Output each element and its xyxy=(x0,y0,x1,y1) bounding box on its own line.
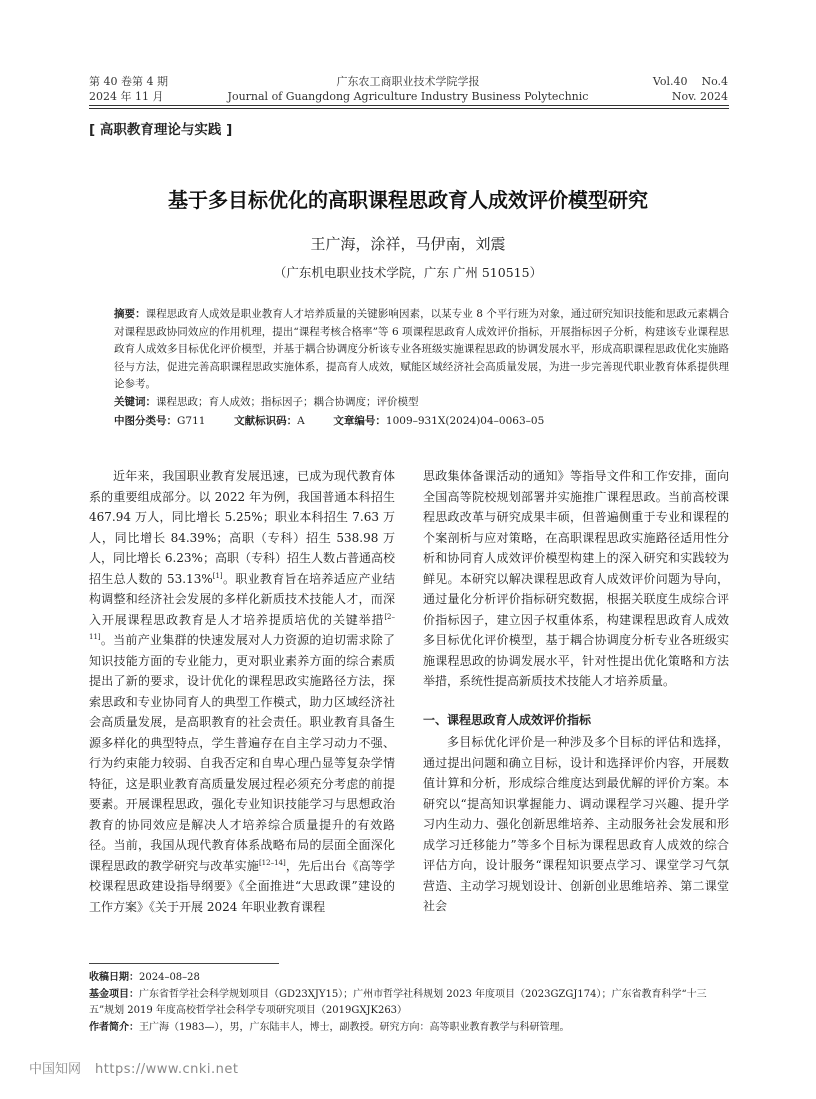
intro-continued: 思政集体备课活动的通知》等指导文件和工作安排，面向全国高等院校规划部署并实施推广课程思政。当前高校课程思政改革与研究成果丰硕，但普遍侧重于专业和课程的个案剖析与应对策略，在高职课程思政实施路径适用性分析和协同育人成效评价模型构建上的深入研究和实践较为鲜见。本研究以解决课程思政育人成效评价问题为导向，通过量化分析评价指标研究数据，根据关联度生成综合评价指标因子，建立因子权重体系，构建课程思政育人成效多目标优化评价模型，基于耦合协调度分析专业各班级实施课程思政的协调发展水平，针对性提出优化策略和方法举措，系统性提高新质技术技能人才培养质量。 xyxy=(423,469,729,688)
received-date xyxy=(89,970,729,986)
footnote-rule xyxy=(89,963,279,964)
clc-label: 中图分类号： xyxy=(114,415,177,427)
article-no-label: 文章编号： xyxy=(333,415,386,427)
journal-vol-en xyxy=(653,74,728,104)
section-heading: 一、课程思政育人成效评价指标 xyxy=(423,712,592,727)
journal-name-en: Journal of Guangdong Agriculture Industry Business Polytechnic xyxy=(227,90,589,103)
abstract-label: 摘要： xyxy=(114,308,146,320)
author-bio-label: 作者简介： xyxy=(89,1022,139,1033)
abstract-text: 课程思政育人成效是职业教育人才培养质量的关键影响因素，以某专业 8 个平行班为对象，通过研究知识技能和思政元素耦合对课程思政协同效应的作用机理，提出“课程考核合格率”等 6 项课程思政育人成效评价指标，开展指标因子分析，构建该专业课程思政育人成效多目标优化评价模型，并基于耦合协调度分析该专业各班级实施课程思政的协调发展水平，形成高职课程思政优化实施路径与方法，促进完善高职课程思政实施体系，提高育人成效，赋能区域经济社会高质量发展，为进一步完善现代职业教育体系提供理论参考。 xyxy=(114,308,730,390)
author-bio xyxy=(89,1020,729,1036)
body-column-right xyxy=(423,466,729,917)
citation-ref: [2–11] xyxy=(89,612,395,641)
cnki-watermark xyxy=(29,1058,238,1077)
issue-date: 2024 年 11 月 xyxy=(89,90,164,103)
classification-line xyxy=(114,413,729,430)
fund-info xyxy=(89,987,729,1019)
header-rule-top xyxy=(89,105,729,106)
author-list: 王广海，涂祥，马伊南，刘震 xyxy=(310,235,506,253)
abstract xyxy=(114,306,729,394)
intro-text-a: 近年来，我国职业教育发展迅速，已成为现代教育体系的重要组成部分。以 2022 年为例，我国普通本科招生 467.94 万人，同比增长 5.25%；职业本科招生 7.63 万人，同比增长 84.39%；高职（专科）招生 538.98 万人，同比增长 6.23%；高职（专科）招生人数占普通高校招生总人数的 53.13% xyxy=(89,469,395,586)
intro-text-d: ，先后出台《高等学校课程思政建设指导纲要》《全面推进“大思政课”建设的工作方案》《关于开展 2024 年职业教育课程 xyxy=(89,858,395,914)
intro-paragraph xyxy=(89,466,395,917)
affiliation: （广东机电职业技术学院，广东 广州 510515） xyxy=(273,265,543,280)
citation-ref: [1] xyxy=(212,571,223,580)
date-en: Nov. 2024 xyxy=(671,90,728,103)
paper-title: 基于多目标优化的高职课程思政育人成效评价模型研究 xyxy=(168,188,648,212)
doc-code-value: A xyxy=(297,415,305,427)
doc-code-label: 文献标识码： xyxy=(234,415,298,427)
journal-name-cn: 广东农工商职业技术学院学报 xyxy=(336,75,480,88)
keywords-label: 关键词： xyxy=(114,396,156,408)
citation-ref: [12–14] xyxy=(258,858,286,867)
keywords-text: 课程思政；育人成效；指标因子；耦合协调度；评价模型 xyxy=(156,396,419,408)
body-column-left xyxy=(89,466,395,917)
watermark-brand: 中国知网 xyxy=(29,1062,82,1077)
fund-value: 广东省哲学社会科学规划项目（GD23XJY15）；广州市哲学社科规划 2023 年度项目（2023GZGJ174）；广东省教育科学“十三五”规划 2019 年度高校哲学社会科学专项研究项目（2019GXJK263） xyxy=(89,989,707,1016)
keywords xyxy=(114,394,729,411)
section-paragraph: 多目标优化评价是一种涉及多个目标的评估和选择，通过提出问题和确立目标，设计和选择评价内容，开展数值计算和分析，形成综合维度达到最优解的评价方案。本研究以“提高知识掌握能力、调动课程学习兴趣、提升学习内生动力、强化创新思维培养、主动服务社会发展和形成学习迁移能力”等多个目标为课程思政育人成效的综合评估方向，设计服务“课程知识要点学习、课堂学习气氛营造、主动学习规划设计、创新创业思维培养、第二课堂社会 xyxy=(423,735,729,913)
header-rule-bottom xyxy=(89,108,729,109)
received-label: 收稿日期： xyxy=(89,972,139,983)
volume-issue: 第 40 卷第 4 期 xyxy=(89,75,168,88)
vol-no-en: Vol.40 No.4 xyxy=(652,75,728,88)
clc-value: G711 xyxy=(177,415,206,427)
section-tag: [ 高职教育理论与实践 ] xyxy=(89,122,233,138)
author-bio-value: 王广海（1983—），男，广东陆丰人，博士，副教授。研究方向：高等职业教育教学与科研管理。 xyxy=(139,1022,570,1033)
intro-text-c: 。当前产业集群的快速发展对人力资源的迫切需求除了知识技能方面的专业能力，更对职业素养方面的综合素质提出了新的要求，设计优化的课程思政实施路径方法，探索思政和专业协同育人的典型工作模式，助力区域经济社会高质量发展，是高职教育的社会责任。职业教育具备生源多样化的典型特点，学生普遍存在自主学习动力不强、行为约束能力较弱、自我否定和自卑心理凸显等复杂学情特征，这是职业教育高质量发展过程必须充分考虑的前提要素。开展课程思政，强化专业知识技能学习与思想政治教育的协同效应是解决人才培养综合质量提升的有效路径。当前，我国从现代教育体系战略布局的层面全面深化课程思政的教学研究与改革实施 xyxy=(89,633,395,873)
watermark-url[interactable]: https://www.cnki.net xyxy=(95,1062,239,1077)
received-value: 2024–08–28 xyxy=(139,972,200,983)
fund-label: 基金项目： xyxy=(89,989,139,1000)
intro-text-b: 。职业教育旨在培养适应产业结构调整和经济社会发展的多样化新质技术技能人才，而深入开展课程思政教育是人才培养提质培优的关键举措 xyxy=(89,571,395,627)
article-no-value: 1009–931X(2024)04–0063–05 xyxy=(385,415,545,427)
